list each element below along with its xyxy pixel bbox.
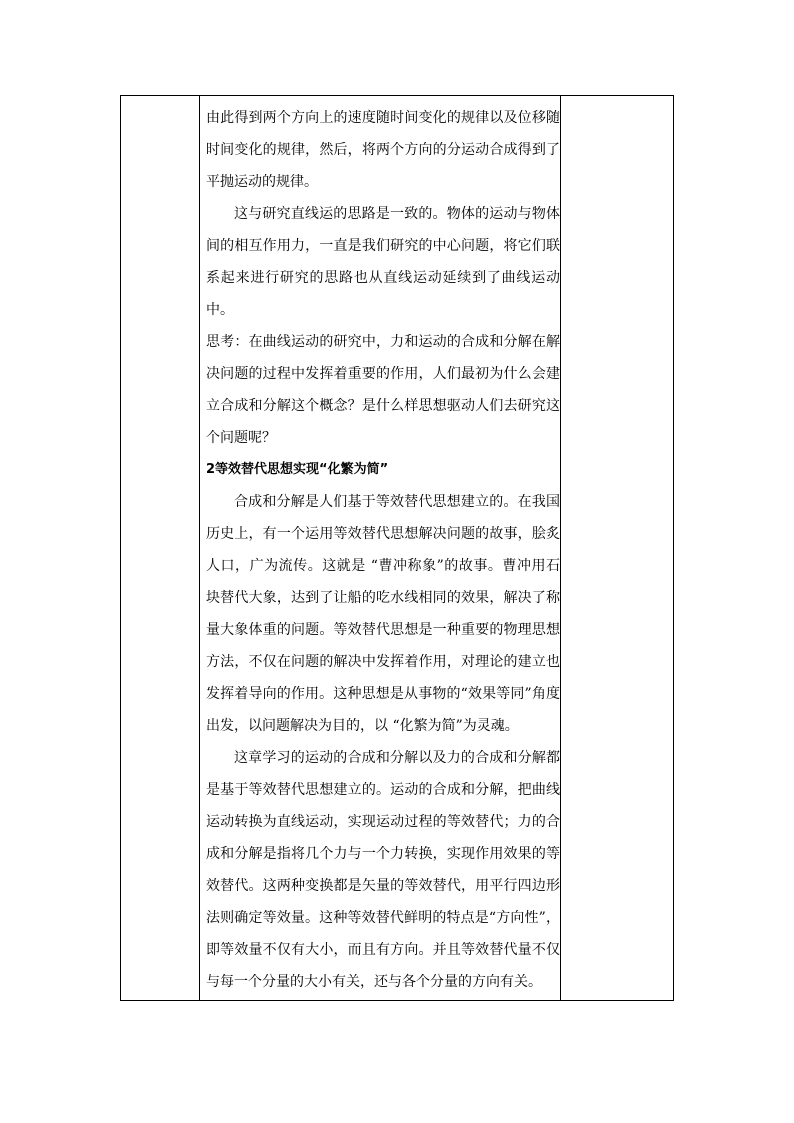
content-cell: [200, 96, 560, 1000]
paragraph: 由此得到两个方向上的速度随时间变化的规律以及位移随时间变化的规律，然后，将两个方向的分运动合成得到了平抛运动的规律。: [206, 110, 560, 190]
paragraph: 这与研究直线运的思路是一致的。物体的运动与物体间的相互作用力，一直是我们研究的中心问题，将它们联系起来进行研究的思路也从直线运动延续到了曲线运动中。: [206, 206, 560, 318]
lesson-table: [120, 95, 674, 1001]
thinking-question: 思考：在曲线运动的研究中，力和运动的合成和分解在解决问题的过程中发挥着重要的作用，人们最初为什么会建立合成和分解这个概念？是什么样思想驱动人们去研究这个问题呢？: [206, 334, 560, 446]
section-heading: 2等效替代思想实现“化繁为简”: [206, 462, 389, 477]
paragraph: 合成和分解是人们基于等效替代思想建立的。在我国历史上，有一个运用等效替代思想解决问题的故事，脍炙人口，广为流传。这就是 “曹冲称象”的故事。曹冲用石块替代大象，达到了让船的吃水线相同的效果，解决了称量大象体重的问题。等效替代思想是一种重要的物理思想方法，不仅在问题的解决中发挥着作用，对理论的建立也发挥着导向的作用。这种思想是从事物的“效果等同”角度出发，以问题解决为目的，以 “化繁为简”为灵魂。: [206, 494, 560, 734]
paragraph: 这章学习的运动的合成和分解以及力的合成和分解都是基于等效替代思想建立的。运动的合成和分解，把曲线运动转换为直线运动，实现运动过程的等效替代；力的合成和分解是指将几个力与一个力转换，实现作用效果的等效替代。这两种变换都是矢量的等效替代，用平行四边形法则确定等效量。这种等效替代鲜明的特点是“方向性”，即等效量不仅有大小，而且有方向。并且等效替代量不仅与每一个分量的大小有关，还与各个分量的方向有关。: [206, 750, 560, 990]
column-divider-right: [560, 96, 561, 1000]
